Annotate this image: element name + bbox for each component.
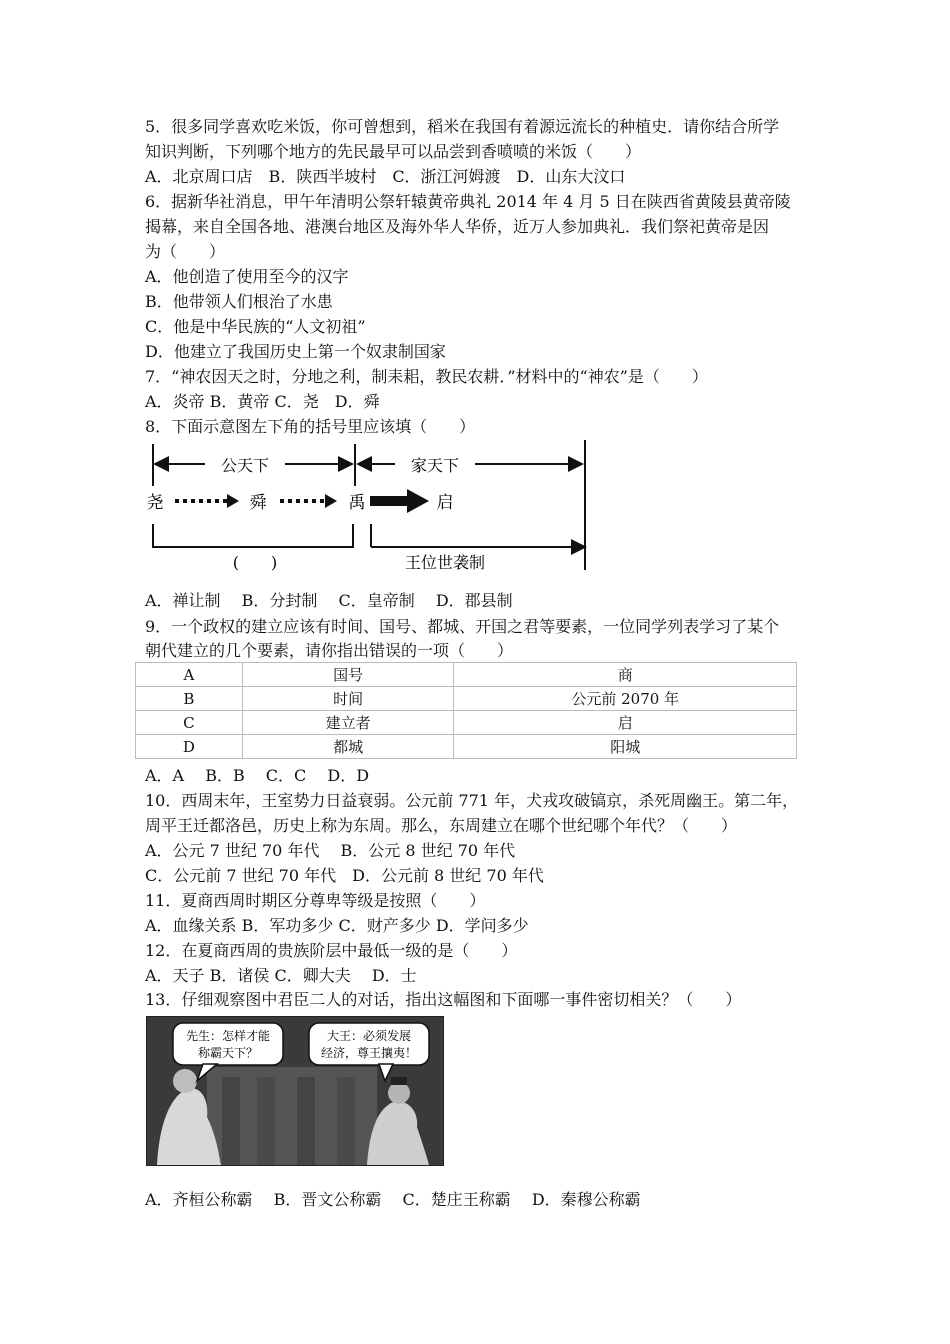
gongtianxia-label: 公天下 [220, 456, 270, 475]
q5-stem-line1: 5．很多同学喜欢吃米饭，你可曾想到，稻米在我国有着源远流长的种植史．请你结合所学 [145, 117, 780, 136]
table-cell: 都城 [242, 735, 454, 759]
q11-stem: 11．夏商西周时期区分尊卑等级是按照（ ） [145, 891, 486, 910]
q10-options-ab: A．公元 7 世纪 70 年代 B．公元 8 世纪 70 年代 [145, 841, 516, 860]
table-row [136, 687, 797, 711]
q6-stem-line2: 揭幕，来自全国各地、港澳台地区及海外华人华侨，近万人参加典礼．我们祭祀黄帝是因 [145, 217, 770, 236]
person-qi: 启 [436, 493, 454, 513]
q13-comic-image [146, 1016, 444, 1166]
table-cell: D [136, 735, 243, 759]
q6-stem-line1: 6．据新华社消息，甲午年清明公祭轩辕黄帝典礼 2014 年 4 月 5 日在陕西省黄陵县黄帝陵 [145, 192, 791, 211]
table-cell: 建立者 [242, 711, 454, 735]
solid-arrow-yu-qi [370, 489, 429, 513]
person-yu: 禹 [348, 493, 366, 513]
table-cell: C [136, 711, 243, 735]
bracket-right-label: 王位世袭制 [404, 553, 486, 572]
table-cell: 商 [454, 663, 797, 687]
table-cell: A [136, 663, 243, 687]
table-cell: 国号 [242, 663, 454, 687]
q6-option-d: D．他建立了我国历史上第一个奴隶制国家 [145, 342, 446, 361]
table-cell: B [136, 687, 243, 711]
q10-stem-line2: 周平王迁都洛邑，历史上称为东周。那么，东周建立在哪个世纪哪个年代？（ ） [145, 816, 738, 835]
q6-option-a: A．他创造了使用至今的汉字 [145, 267, 349, 286]
succession-diagram [145, 440, 595, 575]
q5-options: A．北京周口店 B．陕西半坡村 C．浙江河姆渡 D．山东大汶口 [145, 167, 626, 186]
q6-option-b: B．他带领人们根治了水患 [145, 292, 333, 311]
person-yao: 尧 [146, 493, 164, 513]
q6-stem-line3: 为（ ） [145, 242, 226, 261]
table-cell: 时间 [242, 687, 454, 711]
table-cell: 阳城 [454, 735, 797, 759]
person-shun: 舜 [249, 493, 267, 513]
bracket-left-label: ( ) [232, 553, 278, 572]
bubble-left-text-1: 先生：怎样才能 [185, 1029, 271, 1043]
q7-options: A．炎帝 B．黄帝 C．尧 D．舜 [145, 392, 380, 411]
q12-stem: 12．在夏商西周的贵族阶层中最低一级的是（ ） [145, 941, 518, 960]
bubble-right-text-2: 经济，尊王攘夷！ [320, 1046, 418, 1060]
q13-stem: 13．仔细观察图中君臣二人的对话，指出这幅图和下面哪一事件密切相关？（ ） [145, 990, 742, 1009]
q10-options-cd: C．公元前 7 世纪 70 年代 D．公元前 8 世纪 70 年代 [145, 866, 544, 885]
q9-options: A．A B．B C．C D．D [145, 766, 370, 785]
bracket-left [153, 524, 353, 547]
q11-options: A．血缘关系 B．军功多少 C．财产多少 D．学问多少 [145, 916, 529, 935]
table-cell: 公元前 2070 年 [454, 687, 797, 711]
q8-options: A．禅让制 B．分封制 C．皇帝制 D．郡县制 [145, 591, 513, 610]
q10-stem-line1: 10．西周末年，王室势力日益衰弱。公元前 771 年，犬戎攻破镐京，杀死周幽王。第二年， [145, 791, 799, 810]
table-row [136, 663, 797, 687]
q9-table [135, 662, 797, 759]
table-row [136, 711, 797, 735]
q8-stem: 8．下面示意图左下角的括号里应该填（ ） [145, 417, 476, 436]
q9-stem-line1: 9．一个政权的建立应该有时间、国号、都城、开国之君等要素，一位同学列表学习了某个 [145, 617, 780, 636]
q12-options: A．天子 B．诸侯 C．卿大夫 D．士 [145, 966, 417, 985]
jiatianxia-label: 家天下 [410, 456, 460, 475]
bubble-left-text-2: 称霸天下？ [197, 1046, 259, 1060]
q9-stem-line2: 朝代建立的几个要素，请你指出错误的一项（ ） [145, 641, 514, 660]
bubble-right-text-1: 大王：必须发展 [326, 1029, 412, 1043]
q5-stem-line2: 知识判断，下列哪个地方的先民最早可以品尝到香喷喷的米饭（ ） [145, 142, 642, 161]
table-row [136, 735, 797, 759]
q13-options: A．齐桓公称霸 B．晋文公称霸 C．楚庄王称霸 D．秦穆公称霸 [145, 1190, 641, 1209]
q7-stem: 7．“神农因天之时，分地之利，制耒耜，教民农耕．”材料中的“神农”是（ ） [145, 367, 708, 386]
table-cell: 启 [454, 711, 797, 735]
q6-option-c: C．他是中华民族的“人文初祖” [145, 317, 366, 336]
